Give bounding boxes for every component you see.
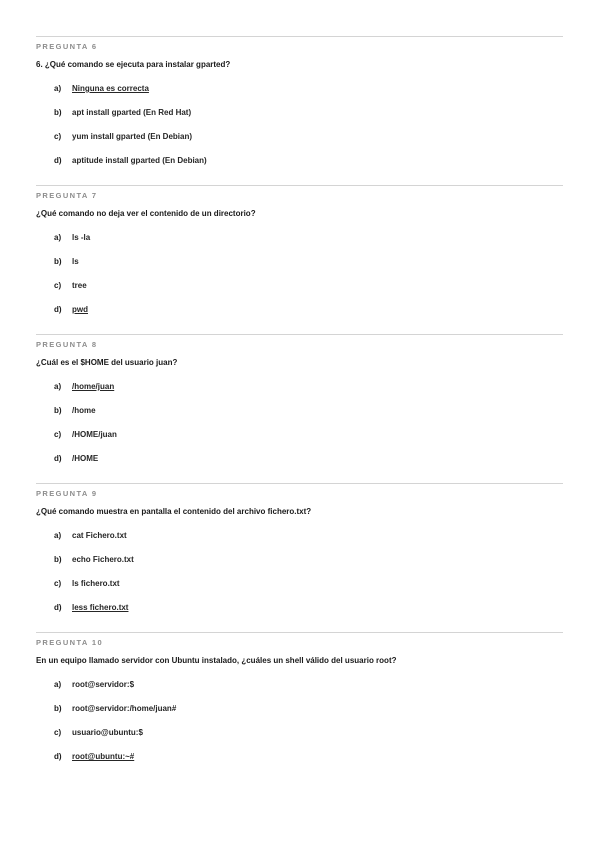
answer-option-a[interactable] xyxy=(54,680,134,689)
question-header: PREGUNTA 10 xyxy=(36,638,104,647)
option-letter: a) xyxy=(54,680,62,689)
option-letter: d) xyxy=(54,454,62,463)
option-letter: a) xyxy=(54,233,62,242)
answer-option-a[interactable] xyxy=(54,382,114,391)
option-text: yum install gparted (En Debian) xyxy=(72,132,193,141)
option-letter: a) xyxy=(54,382,62,391)
option-text: less fichero.txt xyxy=(72,603,129,612)
answer-option-d[interactable] xyxy=(54,603,128,612)
answer-option-c[interactable] xyxy=(54,579,120,588)
question-block-9 xyxy=(36,483,563,632)
option-text: /home xyxy=(72,406,96,415)
option-text: /HOME xyxy=(72,454,99,463)
option-letter: b) xyxy=(54,704,62,713)
question-block-7 xyxy=(36,185,563,334)
option-letter: c) xyxy=(54,132,62,141)
option-text: ls xyxy=(72,257,79,266)
question-header: PREGUNTA 9 xyxy=(36,489,98,498)
question-text: 6. ¿Qué comando se ejecuta para instalar gparted? xyxy=(36,60,231,69)
question-block-6 xyxy=(36,36,563,185)
answer-option-d[interactable] xyxy=(54,156,207,165)
answer-option-b[interactable] xyxy=(54,406,96,415)
quiz-page xyxy=(36,36,563,781)
option-text: apt install gparted (En Red Hat) xyxy=(72,108,192,117)
answer-option-b[interactable] xyxy=(54,704,176,713)
question-block-8 xyxy=(36,334,563,483)
option-letter: b) xyxy=(54,555,62,564)
answer-option-a[interactable] xyxy=(54,84,149,93)
option-text: root@servidor:$ xyxy=(72,680,135,689)
option-letter: b) xyxy=(54,108,62,117)
option-text: ls -la xyxy=(72,233,91,242)
question-header: PREGUNTA 6 xyxy=(36,42,98,51)
answer-option-c[interactable] xyxy=(54,728,143,737)
option-text: cat Fichero.txt xyxy=(72,531,127,540)
option-letter: c) xyxy=(54,430,62,439)
answer-option-a[interactable] xyxy=(54,531,127,540)
option-text: pwd xyxy=(72,305,88,314)
question-text: ¿Qué comando muestra en pantalla el contenido del archivo fichero.txt? xyxy=(36,507,312,516)
option-text: Ninguna es correcta xyxy=(72,84,149,93)
option-text: root@ubuntu:~# xyxy=(72,752,135,761)
option-text: /home/juan xyxy=(72,382,115,391)
question-text: ¿Cuál es el $HOME del usuario juan? xyxy=(36,358,178,367)
question-header: PREGUNTA 7 xyxy=(36,191,98,200)
option-text: echo Fichero.txt xyxy=(72,555,134,564)
option-letter: c) xyxy=(54,579,62,588)
question-header: PREGUNTA 8 xyxy=(36,340,98,349)
answer-option-c[interactable] xyxy=(54,132,192,141)
option-letter: c) xyxy=(54,728,62,737)
answer-option-d[interactable] xyxy=(54,305,88,314)
answer-option-a[interactable] xyxy=(54,233,90,242)
option-letter: d) xyxy=(54,305,62,314)
option-letter: b) xyxy=(54,406,62,415)
option-text: root@servidor:/home/juan# xyxy=(72,704,177,713)
option-text: usuario@ubuntu:$ xyxy=(72,728,143,737)
answer-option-b[interactable] xyxy=(54,257,79,266)
option-text: aptitude install gparted (En Debian) xyxy=(72,156,207,165)
question-text: ¿Qué comando no deja ver el contenido de un directorio? xyxy=(36,209,256,218)
option-letter: d) xyxy=(54,752,62,761)
option-letter: b) xyxy=(54,257,62,266)
answer-option-d[interactable] xyxy=(54,752,134,761)
question-block-10 xyxy=(36,632,563,781)
answer-option-c[interactable] xyxy=(54,430,117,439)
answer-option-c[interactable] xyxy=(54,281,87,290)
option-letter: a) xyxy=(54,531,62,540)
answer-option-d[interactable] xyxy=(54,454,98,463)
option-letter: d) xyxy=(54,156,62,165)
option-text: /HOME/juan xyxy=(72,430,117,439)
answer-option-b[interactable] xyxy=(54,108,191,117)
answer-option-b[interactable] xyxy=(54,555,134,564)
option-text: ls fichero.txt xyxy=(72,579,120,588)
option-text: tree xyxy=(72,281,87,290)
option-letter: c) xyxy=(54,281,62,290)
option-letter: a) xyxy=(54,84,62,93)
option-letter: d) xyxy=(54,603,62,612)
question-text: En un equipo llamado servidor con Ubuntu instalado, ¿cuáles un shell válido del usuario root? xyxy=(36,656,397,665)
